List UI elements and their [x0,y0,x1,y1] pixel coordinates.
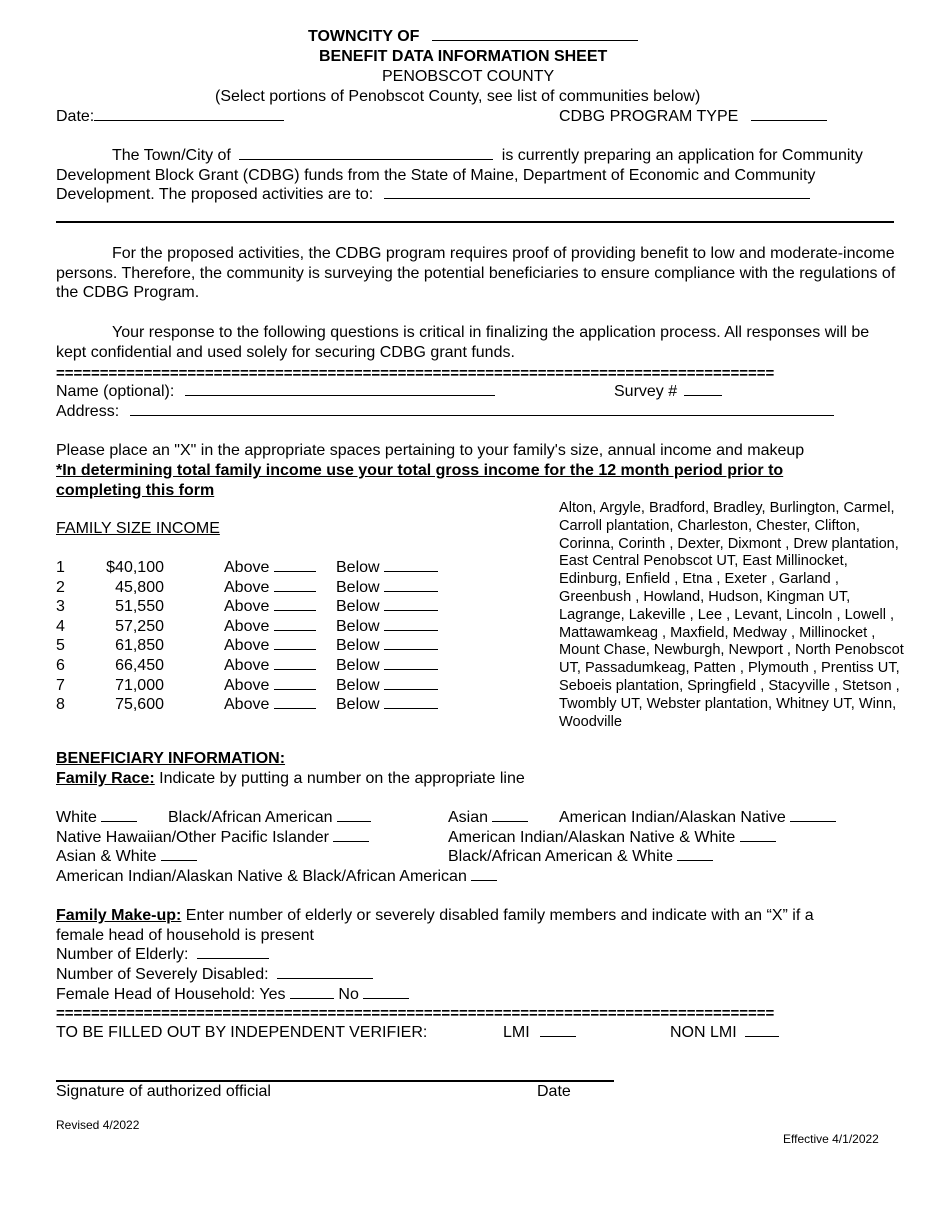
below-label: Below [336,676,380,694]
intro-town-label: The Town/City of [112,147,231,164]
race-asian-white-blank[interactable] [161,859,197,861]
income-limit-7: 71,000 [115,676,164,694]
form-subtitle: BENEFIT DATA INFORMATION SHEET [319,48,608,65]
race-white [56,809,137,827]
non-lmi-blank[interactable] [745,1035,779,1037]
above-field-1 [224,559,316,577]
program-type-field [559,108,827,126]
family-size-4: 4 [56,617,65,635]
race-asian [448,809,528,827]
race-nhpi [56,829,369,847]
family-size-8: 8 [56,696,65,714]
below-label: Below [336,696,380,714]
intro-p2-text: For the proposed activities, the CDBG program requires proof of providing benefit to low and moderate-income persons. Therefore, the community is surveying the potential beneficiaries to ensure compliance with the regulations of the CDBG Program. [56,245,896,301]
above-blank[interactable] [274,629,316,631]
race-aian [559,809,836,827]
income-note: *In determining total family income use your total gross income for the 12 month period prior to completing this form [56,462,784,499]
above-blank[interactable] [274,648,316,650]
intro-line3 [56,186,810,204]
towncity-blank[interactable] [432,39,638,41]
address-label: Address: [56,403,120,420]
above-label: Above [224,676,270,694]
below-blank[interactable] [384,668,438,670]
below-label: Below [336,559,380,576]
above-label: Above [224,696,270,714]
above-blank[interactable] [274,570,316,572]
form-title [308,28,638,46]
below-blank[interactable] [384,648,438,650]
family-size-6: 6 [56,657,65,674]
date-blank[interactable] [94,119,284,121]
female-head-no-label: No [338,986,359,1003]
effective-date: Effective 4/1/2022 [783,1132,879,1146]
intro-line2: Development Block Grant (CDBG) funds from the State of Maine, Department of Economic and Community [56,167,816,184]
below-blank[interactable] [384,590,438,592]
race-label: Family Race: [56,770,155,787]
above-field-7 [224,677,316,695]
below-field-8 [336,696,438,714]
family-size-7: 7 [56,676,65,694]
disabled-blank[interactable] [277,977,373,979]
disabled-field [56,966,373,984]
beneficiary-heading: BENEFICIARY INFORMATION: [56,750,286,767]
race-white-blank[interactable] [101,820,137,822]
below-label: Below [336,657,380,674]
below-label: Below [336,598,380,616]
title-towncity: TOWNCITY OF [308,28,420,45]
elderly-field [56,946,269,964]
race-nhpi-label: Native Hawaiian/Other Pacific Islander [56,829,330,846]
race-black-white-blank[interactable] [677,859,713,861]
name-field [56,383,495,401]
town-name-blank[interactable] [239,158,493,160]
female-head-label: Female Head of Household: Yes [56,986,286,1003]
female-head-no-blank[interactable] [363,997,409,999]
race-aian-white [448,829,776,847]
address-field [56,403,834,421]
race-black-white [448,848,713,866]
above-label: Above [224,578,270,596]
below-label: Below [336,617,380,635]
signature-date-label: Date [537,1083,571,1100]
race-aian-white-blank[interactable] [740,840,776,842]
elderly-label: Number of Elderly: [56,946,189,963]
signature-line[interactable] [56,1080,614,1082]
below-field-3 [336,598,438,616]
below-blank[interactable] [384,707,438,709]
below-field-4 [336,618,438,636]
race-aian-black-blank[interactable] [471,879,497,881]
date-field [56,108,284,126]
lmi-label: LMI [503,1024,530,1041]
race-asian-white-label: Asian & White [56,848,157,865]
activities-line[interactable] [56,221,894,223]
race-white-label: White [56,809,97,826]
income-table-header: FAMILY SIZE INCOME [56,520,220,537]
date-label: Date: [56,108,95,125]
below-blank[interactable] [384,688,438,690]
above-field-6 [224,657,316,675]
county-note: (Select portions of Penobscot County, see list of communities below) [215,88,701,105]
income-limit-1: $40,100 [106,559,164,576]
program-type-blank[interactable] [751,119,827,121]
income-limit-6: 66,450 [115,657,164,674]
above-label: Above [224,617,270,635]
makeup-instruction-text: Enter number of elderly or severely disabled family members and indicate with an “X” if a [181,907,814,924]
race-black [168,809,371,827]
disabled-label: Number of Severely Disabled: [56,966,269,983]
race-aian-black-label: American Indian/Alaskan Native & Black/African American [56,868,467,885]
race-black-blank[interactable] [337,820,371,822]
race-asian-label: Asian [448,809,489,826]
separator-line-2: ================================================================================== [56,1005,775,1022]
makeup-label: Family Make-up: [56,907,182,924]
intro-text-mid: is currently preparing an application for Community [501,147,863,164]
race-asian-white [56,848,197,866]
income-limit-8: 75,600 [115,696,164,714]
intro-paragraph-3 [56,323,896,362]
above-field-2 [224,579,316,597]
above-blank[interactable] [274,609,316,611]
below-field-2 [336,579,438,597]
family-size-5: 5 [56,637,65,655]
intro-line1 [112,147,863,165]
below-field-6 [336,657,438,675]
lmi-field [503,1024,576,1042]
above-field-3 [224,598,316,616]
below-blank[interactable] [384,629,438,631]
below-blank[interactable] [384,609,438,611]
above-blank[interactable] [274,707,316,709]
survey-field [614,383,722,401]
proposed-activities-blank[interactable] [384,197,810,199]
below-label: Below [336,578,380,596]
above-field-5 [224,637,316,655]
race-black-white-label: Black/African American & White [448,848,673,865]
above-label: Above [224,598,270,616]
below-label: Below [336,637,380,655]
income-limit-4: 57,250 [115,617,164,635]
verifier-label: TO BE FILLED OUT BY INDEPENDENT VERIFIER: [56,1024,428,1041]
survey-label: Survey # [614,383,678,400]
makeup-instruction [56,907,814,925]
above-blank[interactable] [274,688,316,690]
female-head-field [56,986,409,1004]
non-lmi-label: NON LMI [670,1024,737,1041]
above-blank[interactable] [274,668,316,670]
county-name: PENOBSCOT COUNTY [382,68,555,85]
lmi-blank[interactable] [540,1035,576,1037]
intro-p3-text: Your response to the following questions is critical in finalizing the application process. All responses will be kept confidential and used solely for securing CDBG grant funds. [56,324,870,361]
program-type-label: CDBG PROGRAM TYPE [559,108,739,125]
above-label: Above [224,637,270,655]
name-blank[interactable] [185,394,495,396]
income-limit-2: 45,800 [115,578,164,596]
address-blank[interactable] [130,414,834,416]
intro-paragraph-2 [56,244,896,303]
family-size-2: 2 [56,578,65,596]
race-instruction-text: Indicate by putting a number on the appropriate line [154,770,525,787]
family-size-3: 3 [56,598,65,616]
instruction-line: Please place an "X" in the appropriate spaces pertaining to your family's size, annual income and makeup [56,442,805,459]
income-limit-5: 61,850 [115,637,164,655]
survey-blank[interactable] [684,394,722,396]
above-label: Above [224,657,270,674]
race-instruction [56,770,525,788]
name-label: Name (optional): [56,383,175,400]
revised-date: Revised 4/2022 [56,1118,140,1132]
race-nhpi-blank[interactable] [333,840,369,842]
below-blank[interactable] [384,570,438,572]
makeup-instruction-2: female head of household is present [56,927,314,944]
communities-list: Alton, Argyle, Bradford, Bradley, Burlington, Carmel, Carroll plantation, Charleston, Chester, Clifton, Corinna, Corinth , Dexter, Dixmont , Drew plantation, East Central Penobscot UT, East Millinocket, Edinburg, Enfield , Etna , Exeter , Garland , Greenbush , Howland, Hudson, Kingman UT, Lagrange, Lakeville , Lee , Levant, Lincoln , Lowell , Mattawamkeag , Maxfield, Medway , Millinocket , Mount Chase, Newburgh, Newport , North Penobscot UT, Passadumkeag, Patten , Plymouth , Prentiss UT, Seboeis plantation, Springfield , Stacyville , Stetson , Twombly UT, Webster plantation, Whitney UT, Winn, Woodville [559,500,904,730]
below-field-7 [336,677,438,695]
above-label: Above [224,559,270,576]
race-asian-blank[interactable] [492,820,528,822]
family-size-1: 1 [56,559,65,576]
race-aian-label: American Indian/Alaskan Native [559,809,786,826]
above-blank[interactable] [274,590,316,592]
non-lmi-field [670,1024,779,1042]
elderly-blank[interactable] [197,957,269,959]
race-aian-black [56,868,497,886]
below-field-5 [336,637,438,655]
separator-line-1: ================================================================================== [56,365,775,382]
signature-label: Signature of authorized official [56,1083,271,1100]
female-head-yes-blank[interactable] [290,997,334,999]
race-aian-blank[interactable] [790,820,836,822]
income-limit-3: 51,550 [115,598,164,616]
race-aian-white-label: American Indian/Alaskan Native & White [448,829,736,846]
above-field-8 [224,696,316,714]
above-field-4 [224,618,316,636]
race-black-label: Black/African American [168,809,333,826]
below-field-1 [336,559,438,577]
proposed-activities-label: Development. The proposed activities are to: [56,186,374,203]
